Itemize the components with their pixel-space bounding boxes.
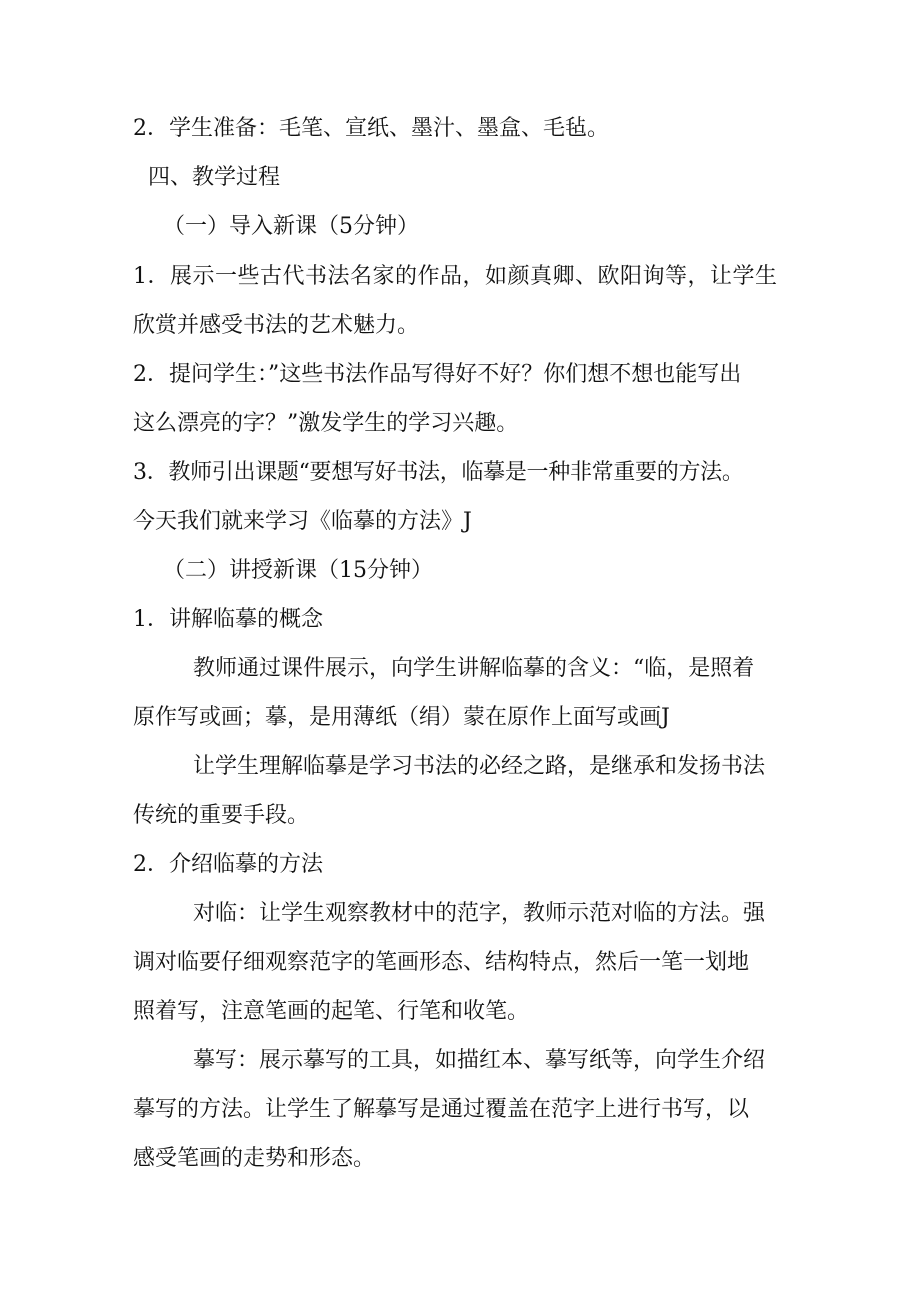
list-heading-concept: 1．讲解临摹的概念 xyxy=(133,607,323,632)
text-line: 原作写或画；摹，是用薄纸（绢）蒙在原作上面写或画J xyxy=(133,705,670,730)
text-line: 摹写：展示摹写的工具，如描红本、摹写纸等，向学生介绍 xyxy=(193,1048,766,1073)
text-line: 1．展示一些古代书法名家的作品，如颜真卿、欧阳询等，让学生 xyxy=(133,264,778,289)
text-line: 照着写，注意笔画的起笔、行笔和收笔。 xyxy=(133,999,530,1024)
text-line: 摹写的方法。让学生了解摹写是通过覆盖在范字上进行书写，以 xyxy=(133,1097,750,1122)
text-line: 3．教师引出课题“要想写好书法，临摹是一种非常重要的方法。 xyxy=(133,460,744,485)
text-line: 教师通过课件展示，向学生讲解临摹的含义：“临，是照着 xyxy=(193,656,755,681)
text-line: 对临：让学生观察教材中的范字，教师示范对临的方法。强 xyxy=(193,901,766,926)
subsection-heading-introduction: （一）导入新课（5分钟） xyxy=(163,214,419,239)
text-line: 让学生理解临摹是学习书法的必经之路，是继承和发扬书法 xyxy=(193,754,766,779)
section-heading-teaching-process: 四、教学过程 xyxy=(148,165,281,190)
list-heading-methods: 2．介绍临摹的方法 xyxy=(133,852,323,877)
text-line: 今天我们就来学习《临摹的方法》J xyxy=(133,509,472,534)
text-line: 这么漂亮的字？”激发学生的学习兴趣。 xyxy=(133,411,519,436)
text-line: 感受笔画的走势和形态。 xyxy=(133,1146,376,1171)
text-line: 调对临要仔细观察范字的笔画形态、结构特点，然后一笔一划地 xyxy=(133,950,750,975)
subsection-heading-new-lesson: （二）讲授新课（15分钟） xyxy=(163,558,433,583)
text-line-student-preparation: 2．学生准备：毛笔、宣纸、墨汁、墨盒、毛毡。 xyxy=(133,116,609,141)
text-line: 欣赏并感受书法的艺术魅力。 xyxy=(133,313,420,338)
text-line: 2．提问学生：”这些书法作品写得好不好？你们想不想也能写出 xyxy=(133,362,742,387)
text-line: 传统的重要手段。 xyxy=(133,803,310,828)
